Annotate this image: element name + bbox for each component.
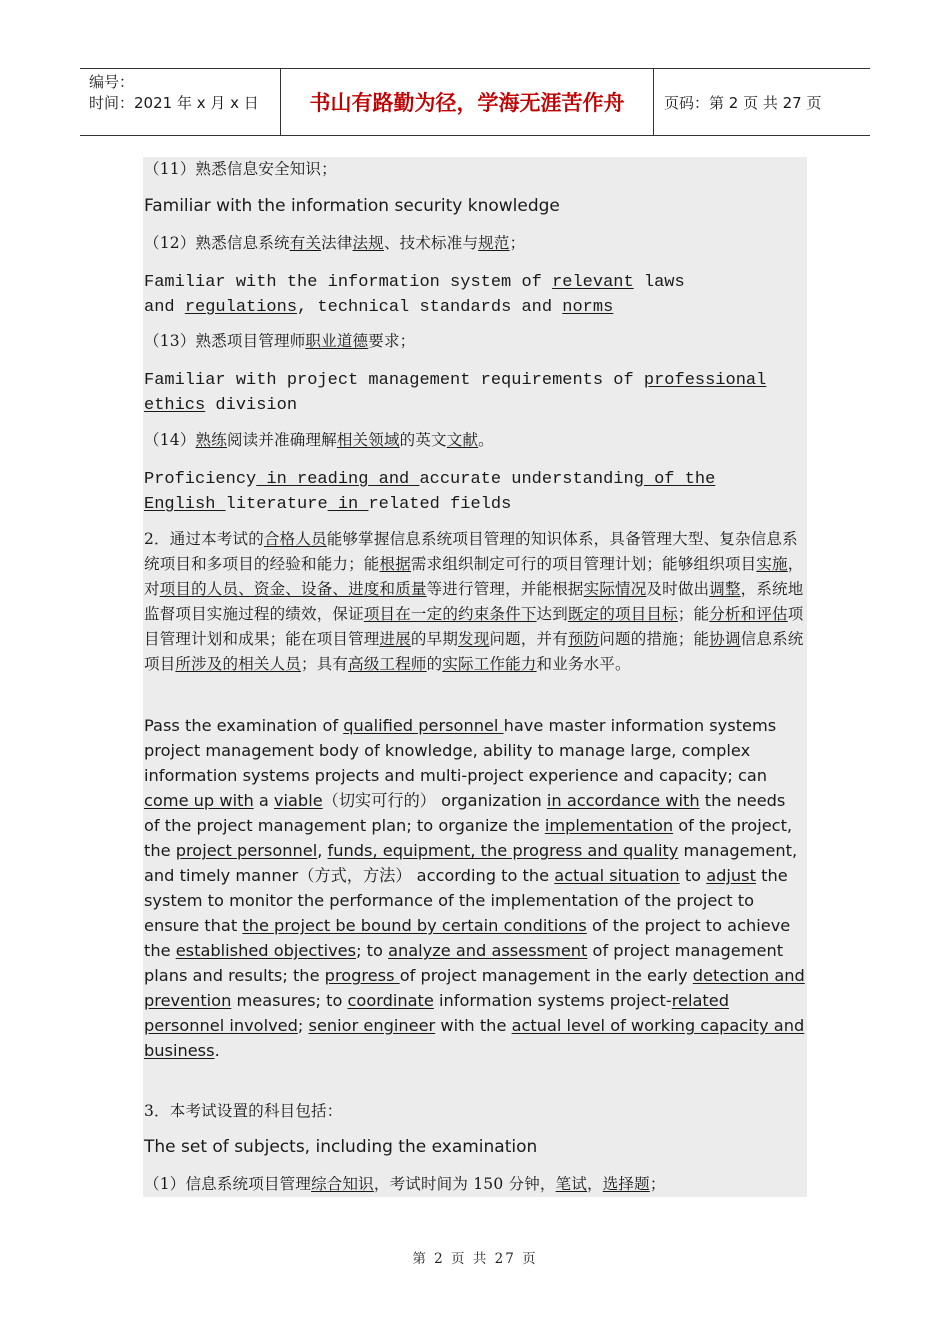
page-info: 页码：第 2 页 共 27 页 <box>664 93 822 112</box>
item-12-cn: （12）熟悉信息系统有关法律法规、技术标准与规范； <box>144 234 526 252</box>
document-body <box>143 157 807 1197</box>
item-11-cn: （11）熟悉信息安全知识； <box>144 160 337 178</box>
item-13-en: Familiar with project management requirements of professional ethics division <box>144 371 767 415</box>
header-motto-cell <box>281 69 654 135</box>
section-3-item-1-cn: （1）信息系统项目管理综合知识，考试时间为 150 分钟，笔试，选择题； <box>144 1175 666 1193</box>
section-2-cn: 2．通过本考试的合格人员能够掌握信息系统项目管理的知识体系，具备管理大型、复杂信息系统项目和多项目的经验和能力；能根据需求组织制定可行的项目管理计划；能够组织项目实施，对项目的人员、资金、设备、进度和质量等进行管理，并能根据实际情况及时做出调整，系统地监督项目实施过程的绩效，保证项目在一定的约束条件下达到既定的项目目标；能分析和评估项目管理计划和成果；能在项目管理进展的早期发现问题，并有预防问题的措施；能协调信息系统项目所涉及的相关人员；具有高级工程师的实际工作能力和业务水平。 <box>144 530 804 673</box>
section-3-en: The set of subjects, including the examination <box>144 1137 538 1157</box>
header-page-cell <box>654 69 870 135</box>
section-2-en: Pass the examination of qualified personnel have master information systems project management body of knowledge, ability to manage large, complex information systems projects and multi-project experience and capacity; can come up with a viable（切实可行的） organization in accordance with the needs of the project management plan; to organize the implementation of the project, the project personnel, funds, equipment, the progress and quality management, and timely manner（方式，方法） according to the actual situation to adjust the system to monitor the performance of the implementation of the project to ensure that the project be bound by certain conditions of the project to achieve the established objectives; to analyze and assessment of project management plans and results; the progress of project management in the early detection and prevention measures; to coordinate information systems project-related personnel involved; senior engineer with the actual level of working capacity and business. <box>144 716 805 1060</box>
time-label: 时间：2021 年 x 月 x 日 <box>89 94 259 112</box>
item-14-en: Proficiency in reading and accurate understanding of the English literature in related fields <box>144 470 716 514</box>
page-header <box>80 68 870 136</box>
item-11-en: Familiar with the information security knowledge <box>144 196 560 216</box>
item-14-cn: （14）熟练阅读并准确理解相关领域的英文文献。 <box>144 431 494 449</box>
header-meta-cell <box>80 69 281 135</box>
motto-text: 书山有路勤为径，学海无涯苦作舟 <box>309 91 625 115</box>
number-label: 编号： <box>89 73 135 91</box>
section-3-cn: 3．本考试设置的科目包括： <box>144 1102 343 1120</box>
footer-page-number: 第 2 页 共 27 页 <box>412 1251 538 1267</box>
item-13-cn: （13）熟悉项目管理师职业道德要求； <box>144 332 416 350</box>
page-footer <box>0 1247 950 1267</box>
item-12-en: Familiar with the information system of relevant laws and regulations, technical standards and norms <box>144 273 685 317</box>
